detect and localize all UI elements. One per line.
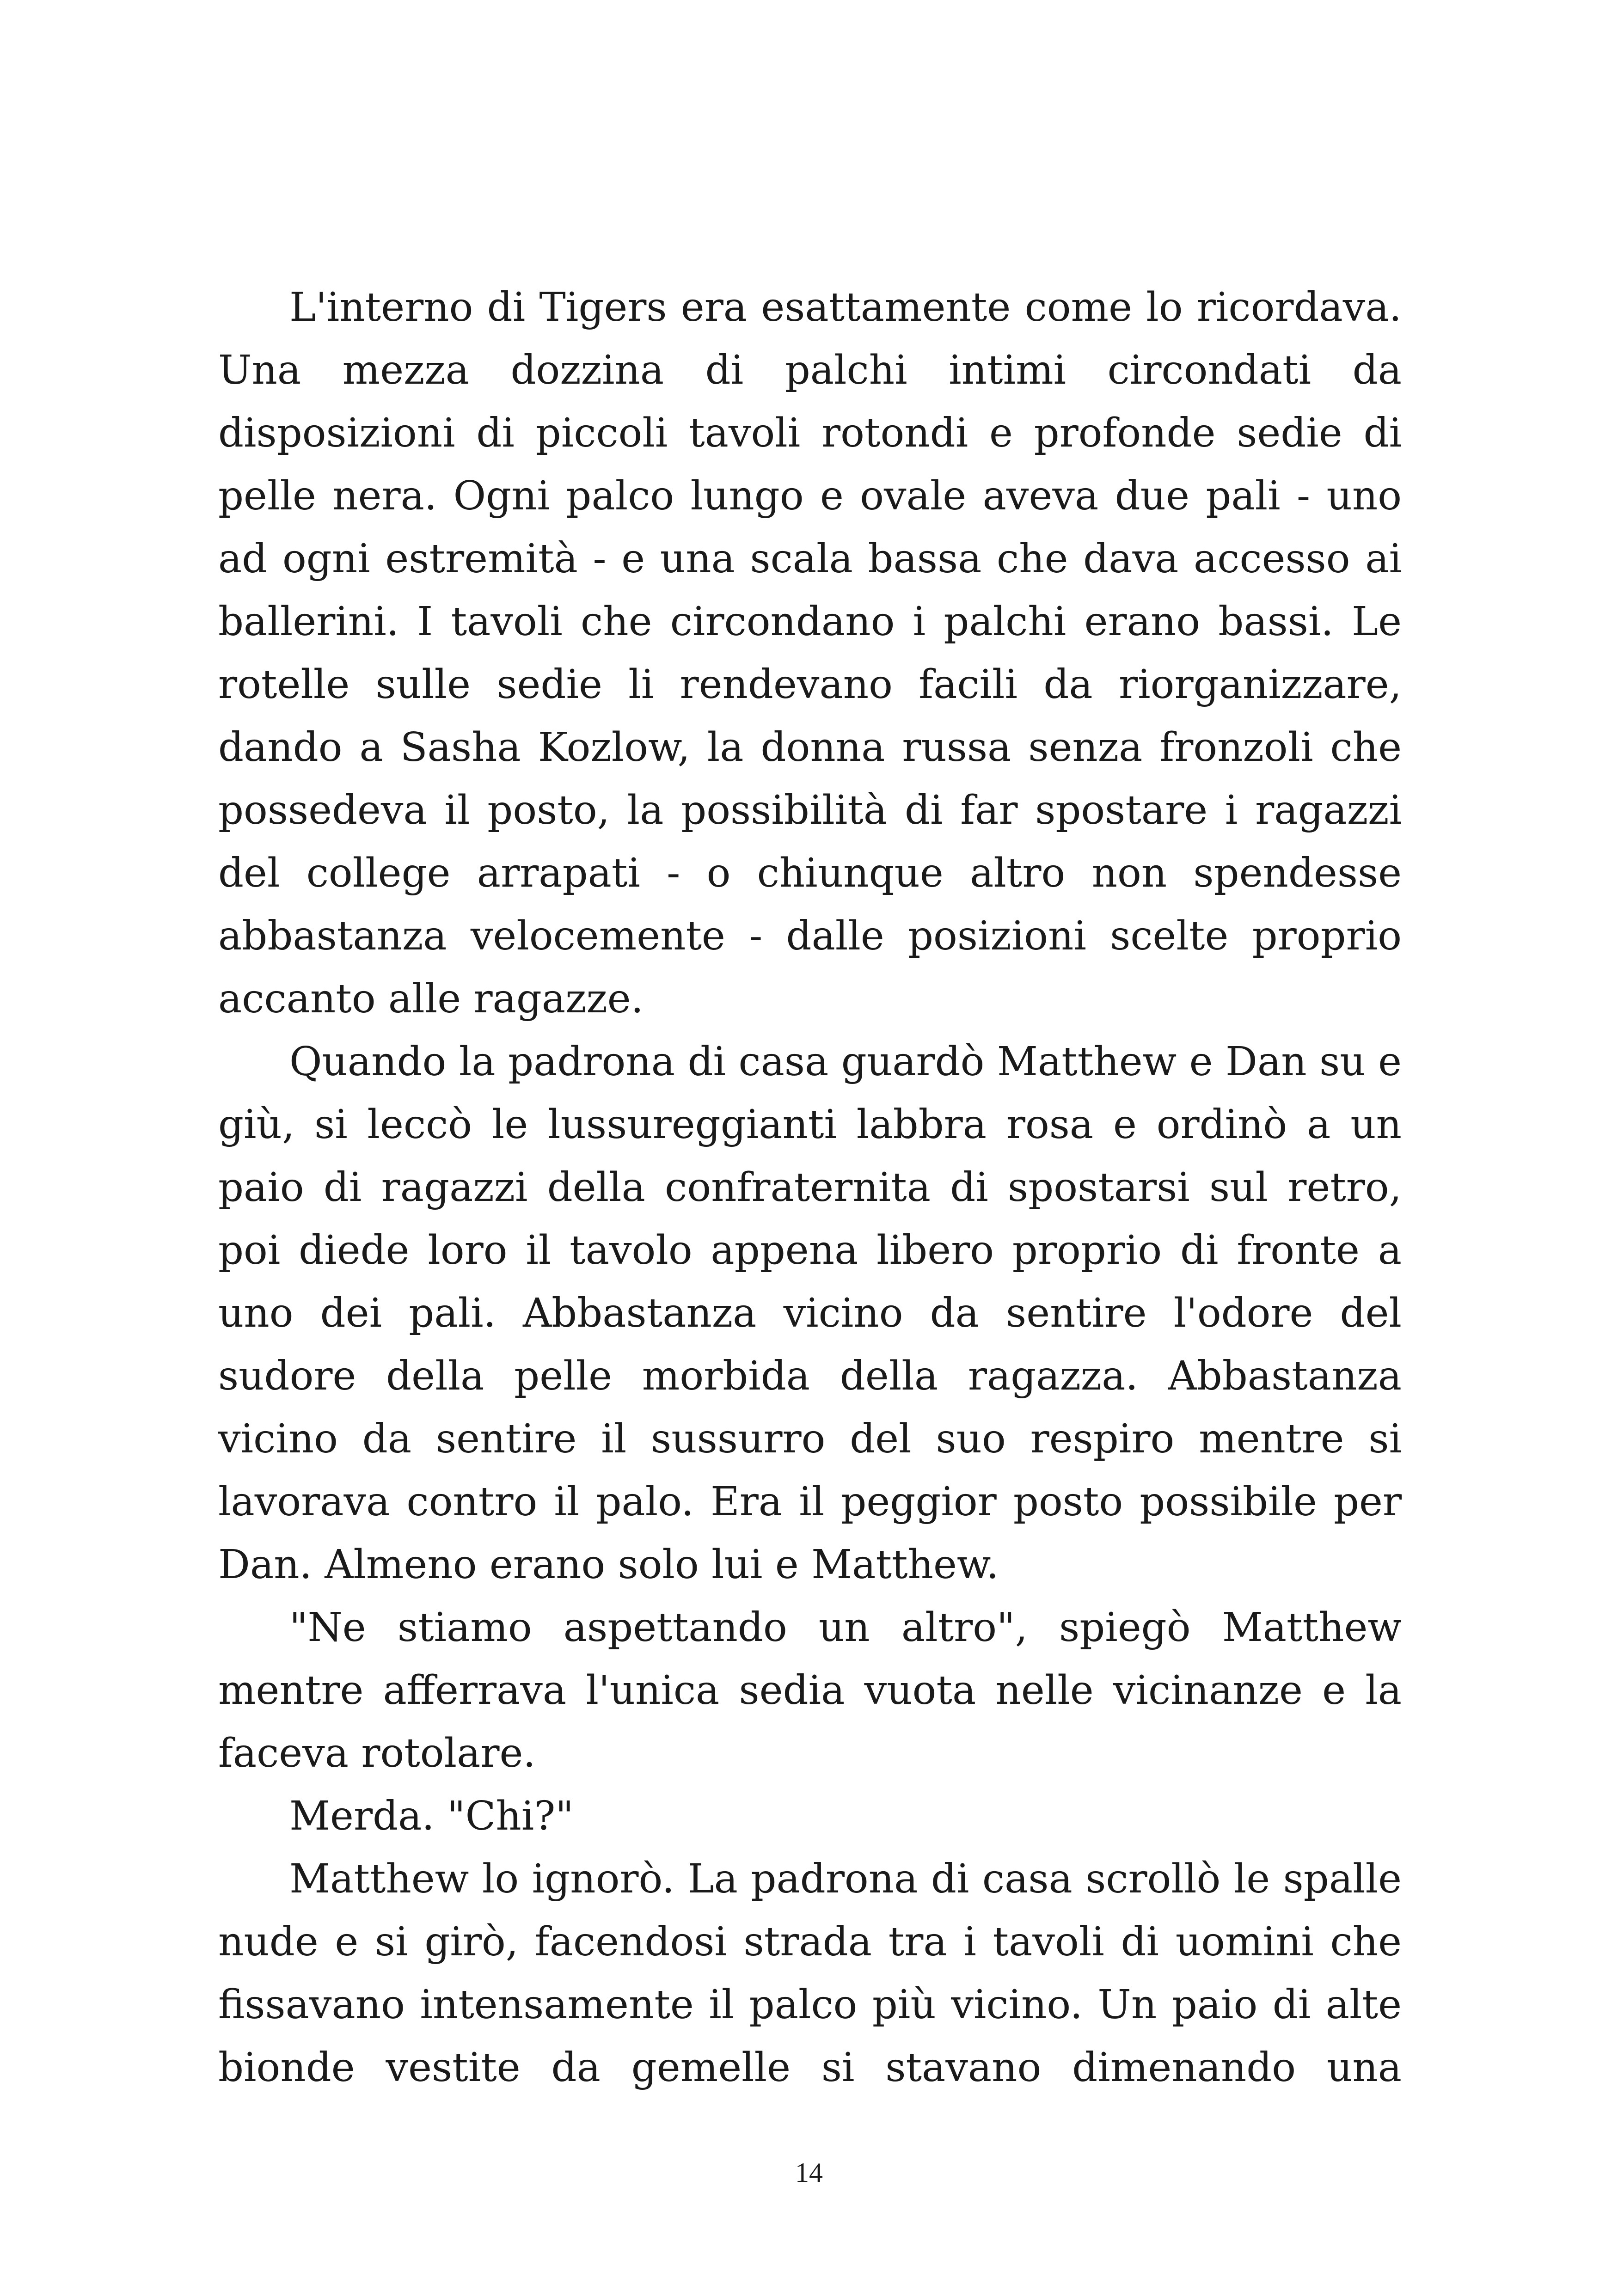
paragraph-4: Merda. "Chi?": [289, 1793, 574, 1839]
paragraph-3: "Ne stiamo aspettando un altro", spiegò Matthew mentre afferrava l'unica sedia vuota nelle vicinanze e la faceva rotolare.: [218, 1604, 1402, 1776]
page-number: 14: [795, 2157, 823, 2188]
paragraph-1: L'interno di Tigers era esattamente come lo ricordava. Una mezza dozzina di palchi intimi circondati da disposizioni di piccoli tavoli rotondi e profonde sedie di pelle nera. Ogni palco lungo e ovale aveva due pali - uno ad ogni estremità - e una scala bassa che dava accesso ai ballerini. I tavoli che circondano i palchi erano bassi. Le rotelle sulle sedie li rendevano facili da riorganizzare, dando a Sasha Kozlow, la donna russa senza fronzoli che possedeva il posto, la possibilità di far spostare i ragazzi del college arrapati - o chiunque altro non spendesse abbastanza velocemente - dalle posizioni scelte proprio accanto alle ragazze.: [218, 284, 1402, 1022]
paragraph-5: Matthew lo ignorò. La padrona di casa scrollò le spalle nude e si girò, facendosi strada tra i tavoli di uomini che fissavano intensamente il palco più vicino. Un paio di alte bionde vestite da gemelle si stavano dimenando una: [218, 1856, 1402, 2091]
paragraph-2: Quando la padrona di casa guardò Matthew e Dan su e giù, si leccò le lussureggianti labbra rosa e ordinò a un paio di ragazzi della confraternita di spostarsi sul retro, poi diede loro il tavolo appena libero proprio di fronte a uno dei pali. Abbastanza vicino da sentire l'odore del sudore della pelle morbida della ragazza. Abbastanza vicino da sentire il sussurro del suo respiro mentre si lavorava contro il palo. Era il peggior posto possibile per Dan. Almeno erano solo lui e Matthew.: [218, 1039, 1402, 1588]
body-text: [218, 276, 1402, 2099]
